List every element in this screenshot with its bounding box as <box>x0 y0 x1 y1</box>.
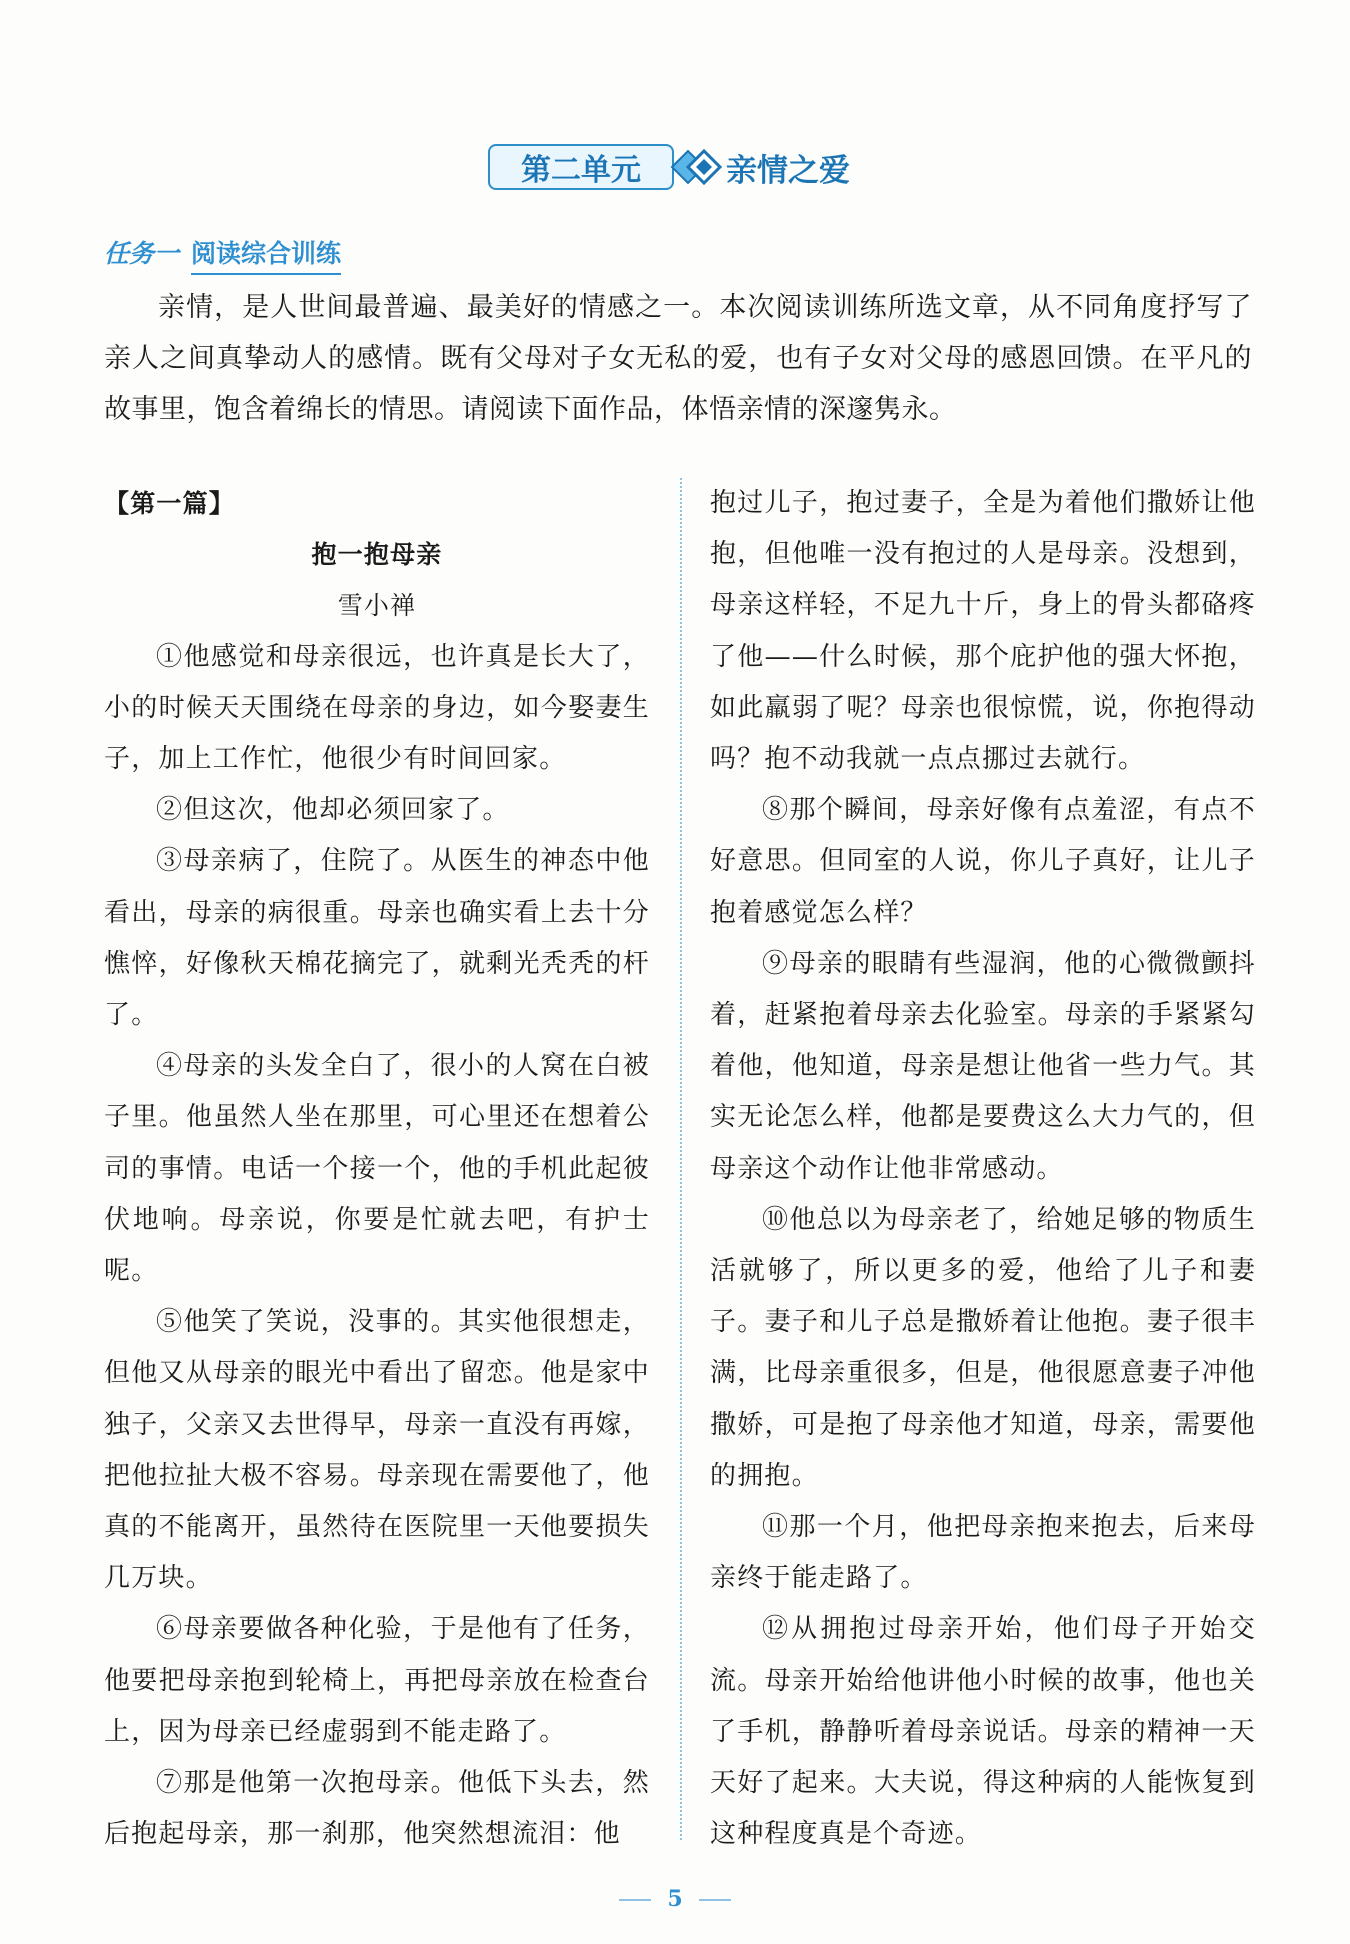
paragraph-2: ②但这次，他却必须回家了。 <box>156 795 510 826</box>
page-footer <box>0 1886 1350 1912</box>
article-author: 雪小禅 <box>337 591 417 621</box>
footer-dash-left <box>619 1899 651 1901</box>
paragraph-7: ⑦那是他第一次抱母亲。他低下头去，然后抱起母亲，那一刹那，他突然想流泪：他 <box>104 1768 650 1850</box>
paragraph-3: ③母亲病了，住院了。从医生的神态中他看出，母亲的病很重。母亲也确实看上去十分憔悴，好像秋天棉花摘完了，就剩光秃秃的杆了。 <box>104 846 650 1031</box>
page-number: 5 <box>667 1886 683 1912</box>
unit-banner <box>488 140 888 194</box>
task-label: 任务一 <box>104 239 180 268</box>
intro-paragraph: 亲情，是人世间最普遍、最美好的情感之一。本次阅读训练所选文章，从不同角度抒写了亲人之间真挚动人的感情。既有父母对子女无私的爱，也有子女对父母的感恩回馈。在平凡的故事里，饱含着绵长的情思。请阅读下面作品，体悟亲情的深邃隽永。 <box>104 292 1252 425</box>
task-name: 阅读综合训练 <box>191 234 341 275</box>
section-label: 【第一篇】 <box>104 489 236 518</box>
right-column <box>710 478 1256 1860</box>
paragraph-4: ④母亲的头发全白了，很小的人窝在白被子里。他虽然人坐在那里，可心里还在想着公司的事情。电话一个接一个，他的手机此起彼伏地响。母亲说，你要是忙就去吧，有护士呢。 <box>104 1051 650 1287</box>
column-divider <box>680 478 682 1840</box>
article-title: 抱一抱母亲 <box>311 540 443 570</box>
paragraph-6: ⑥母亲要做各种化验，于是他有了任务，他要把母亲抱到轮椅上，再把母亲放在检查台上，因为母亲已经虚弱到不能走路了。 <box>104 1614 650 1747</box>
paragraph-7-continued: 抱过儿子，抱过妻子，全是为着他们撒娇让他抱，但他唯一没有抱过的人是母亲。没想到，母亲这样轻，不足九十斤，身上的骨头都硌疼了他——什么时候，那个庇护他的强大怀抱，如此羸弱了呢？母亲也很惊慌，说，你抱得动吗？抱不动我就一点点挪过去就行。 <box>710 488 1256 775</box>
unit-theme: 亲情之爱 <box>726 152 850 189</box>
paragraph-5: ⑤他笑了笑说，没事的。其实他很想走，但他又从母亲的眼光中看出了留恋。他是家中独子，父亲又去世得早，母亲一直没有再嫁，把他拉扯大极不容易。母亲现在需要他了，他真的不能离开，虽然待在医院里一天他要损失几万块。 <box>104 1307 650 1594</box>
unit-number-label: 第二单元 <box>488 144 674 190</box>
left-column <box>104 478 650 1860</box>
double-diamond-icon <box>666 144 726 190</box>
paragraph-8: ⑧那个瞬间，母亲好像有点羞涩，有点不好意思。但同室的人说，你儿子真好，让儿子抱着感觉怎么样？ <box>710 795 1256 928</box>
task-heading <box>104 234 341 275</box>
paragraph-12: ⑫从拥抱过母亲开始，他们母子开始交流。母亲开始给他讲他小时候的故事，他也关了手机，静静听着母亲说话。母亲的精神一天天好了起来。大夫说，得这种病的人能恢复到这种程度真是个奇迹。 <box>710 1614 1256 1850</box>
footer-dash-right <box>699 1899 731 1901</box>
paragraph-1: ①他感觉和母亲很远，也许真是长大了，小的时候天天围绕在母亲的身边，如今娶妻生子，加上工作忙，他很少有时间回家。 <box>104 641 650 775</box>
paragraph-9: ⑨母亲的眼睛有些湿润，他的心微微颤抖着，赶紧抱着母亲去化验室。母亲的手紧紧勾着他，他知道，母亲是想让他省一些力气。其实无论怎么样，他都是要费这么大力气的，但母亲这个动作让他非常感动。 <box>710 948 1256 1184</box>
paragraph-11: ⑪那一个月，他把母亲抱来抱去，后来母亲终于能走路了。 <box>710 1512 1256 1594</box>
paragraph-10: ⑩他总以为母亲老了，给她足够的物质生活就够了，所以更多的爱，他给了儿子和妻子。妻子和儿子总是撒娇着让他抱。妻子很丰满，比母亲重很多，但是，他很愿意妻子冲他撒娇，可是抱了母亲他才知道，母亲，需要他的拥抱。 <box>710 1204 1256 1491</box>
